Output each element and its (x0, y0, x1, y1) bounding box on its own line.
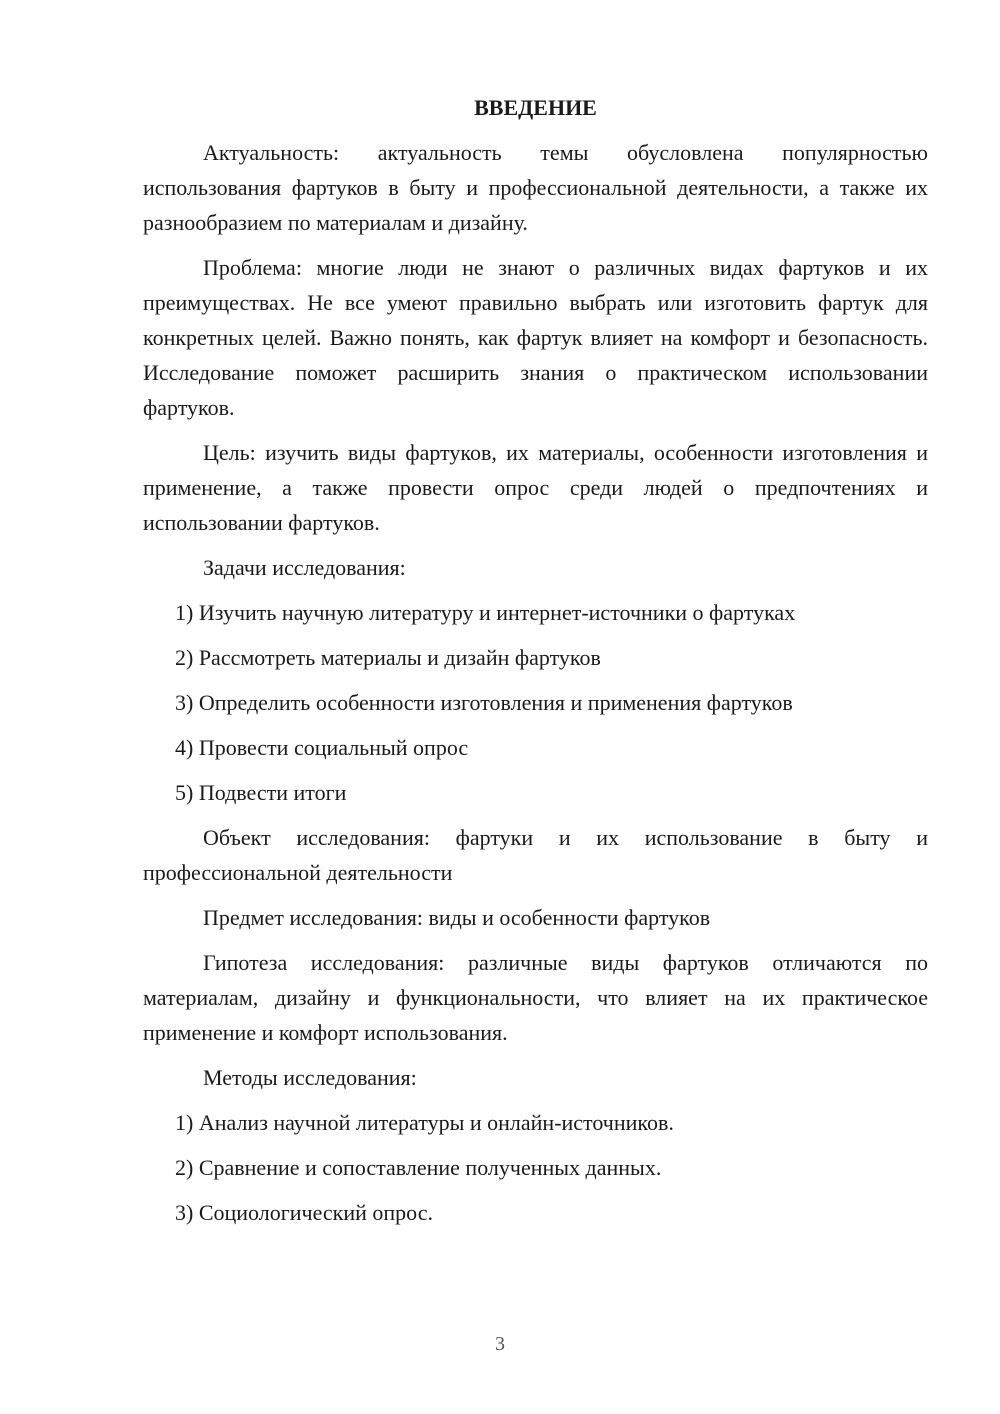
tasks-heading: Задачи исследования: (203, 555, 406, 580)
method-item-3: 3) Социологический опрос. (175, 1200, 433, 1225)
task-item-1: 1) Изучить научную литературу и интернет-источники о фартуках (175, 600, 796, 625)
methods-heading: Методы исследования: (203, 1065, 417, 1090)
document-page (143, 90, 928, 1240)
task-item-4: 4) Провести социальный опрос (175, 735, 469, 760)
task-item-2: 2) Рассмотреть материалы и дизайн фартуков (175, 645, 601, 670)
page-number: 3 (495, 1333, 505, 1355)
goal-paragraph: Цель: изучить виды фартуков, их материалы, особенности изготовления и применение, а также провести опрос среди людей о предпочтениях и использовании фартуков. (143, 440, 928, 535)
subject-paragraph: Предмет исследования: виды и особенности фартуков (203, 905, 711, 930)
hypothesis-paragraph: Гипотеза исследования: различные виды фартуков отличаются по материалам, дизайну и функциональности, что влияет на их практическое применение и комфорт использования. (143, 950, 928, 1045)
method-item-2: 2) Сравнение и сопоставление полученных данных. (175, 1155, 662, 1180)
problem-paragraph: Проблема: многие люди не знают о различных видах фартуков и их преимуществах. Не все умеют правильно выбрать или изготовить фартук для конкретных целей. Важно понять, как фартук влияет на комфорт и безопасность. Исследование поможет расширить знания о практическом использовании фартуков. (143, 255, 928, 420)
task-item-5: 5) Подвести итоги (175, 780, 347, 805)
object-paragraph: Объект исследования: фартуки и их использование в быту и профессиональной деятельности (143, 825, 928, 885)
section-heading: ВВЕДЕНИЕ (474, 95, 597, 120)
relevance-paragraph: Актуальность: актуальность темы обусловлена популярностью использования фартуков в быту и профессиональной деятельности, а также их разнообразием по материалам и дизайну. (143, 140, 928, 235)
task-item-3: 3) Определить особенности изготовления и применения фартуков (175, 690, 793, 715)
method-item-1: 1) Анализ научной литературы и онлайн-источников. (175, 1110, 674, 1135)
